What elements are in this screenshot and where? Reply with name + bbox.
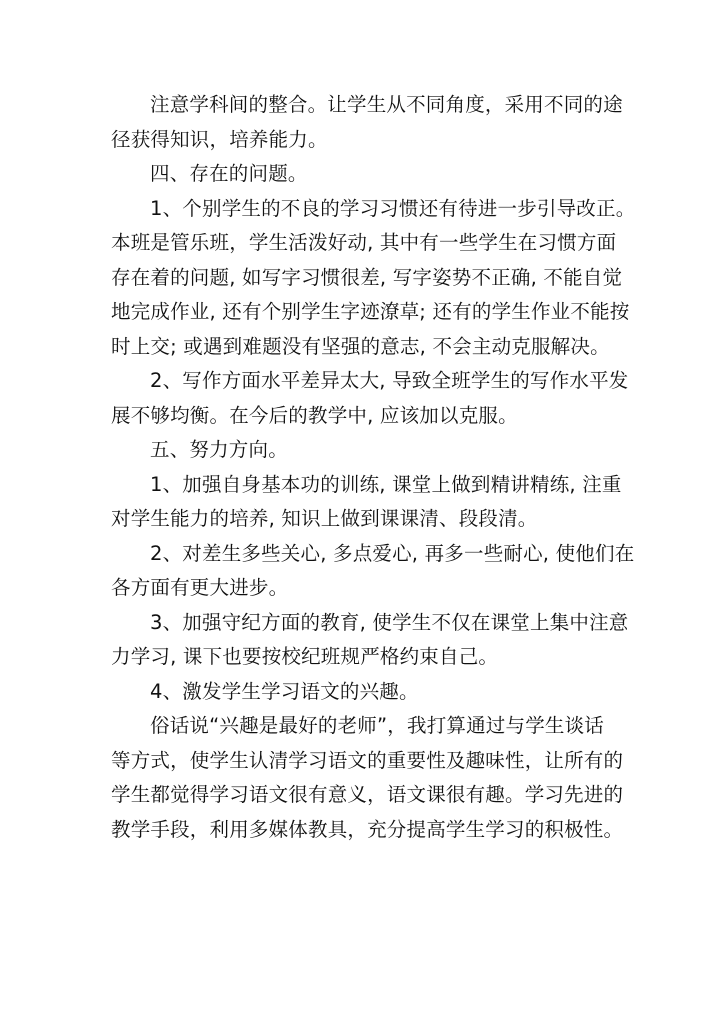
- text-line: 本班是管乐班，学生活泼好动, 其中有一些学生在习惯方面: [111, 231, 617, 254]
- text-line: 各方面有更大进步。: [111, 576, 289, 599]
- text-line: 存在着的问题, 如写字习惯很差, 写字姿势不正确, 不能自觉: [111, 265, 623, 289]
- text-line: 对学生能力的培养, 知识上做到课课清、段段清。: [111, 507, 538, 530]
- text-line: 学生都觉得学习语文很有意义，语文课很有趣。学习先进的: [111, 783, 624, 806]
- text-line: 俗话说“兴趣是最好的老师”，我打算通过与学生谈话: [150, 714, 605, 737]
- text-line: 时上交; 或遇到难题没有坚强的意志, 不会主动克服解决。: [111, 334, 610, 358]
- text-line: 4、激发学生学习语文的兴趣。: [150, 679, 419, 703]
- text-line: 教学手段，利用多媒体教具，充分提高学生学习的积极性。: [111, 817, 624, 841]
- text-line: 2、对差生多些关心, 多点爱心, 再多一些耐心, 使他们在: [150, 541, 635, 565]
- text-line: 注意学科间的整合。让学生从不同角度，采用不同的途: [150, 93, 623, 116]
- text-line: 径获得知识，培养能力。: [111, 127, 328, 151]
- section-heading: 四、存在的问题。: [150, 162, 308, 185]
- section-heading: 五、努力方向。: [150, 438, 288, 461]
- text-line: 2、写作方面水平差异太大, 导致全班学生的写作水平发: [150, 369, 629, 392]
- text-line: 1、加强自身基本功的训练, 课堂上做到精讲精练, 注重: [150, 472, 622, 496]
- text-line: 地完成作业, 还有个别学生字迹潦草; 还有的学生作业不能按: [111, 300, 630, 323]
- text-line: 1、个别学生的不良的学习习惯还有待进一步引导改正。: [150, 196, 636, 220]
- text-line: 展不够均衡。在今后的教学中, 应该加以克服。: [111, 403, 518, 427]
- text-line: 3、加强守纪方面的教育, 使学生不仅在课堂上集中注意: [150, 610, 629, 634]
- text-line: 力学习, 课下也要按校纪班规严格约束自己。: [111, 645, 499, 668]
- document-body: [111, 88, 636, 847]
- text-line: 等方式，使学生认清学习语文的重要性及趣味性，让所有的: [111, 748, 624, 772]
